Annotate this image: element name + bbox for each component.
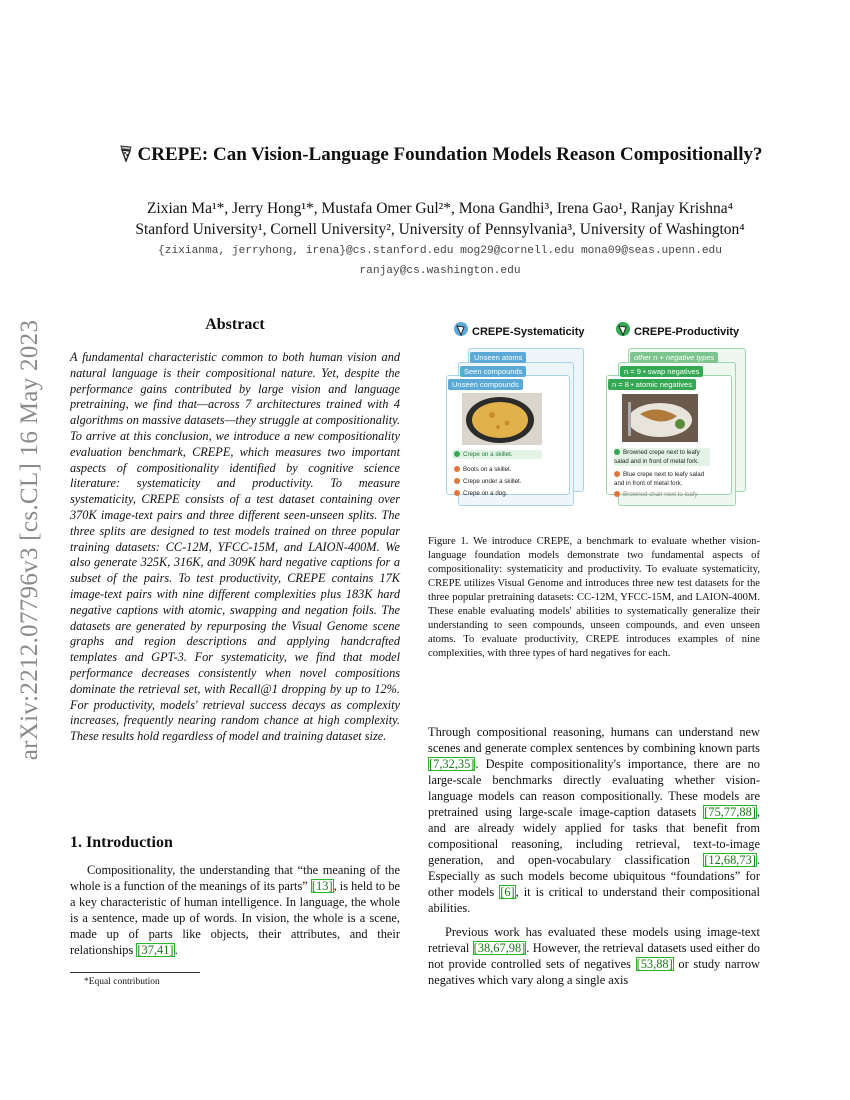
emails-line-1: {zixianma, jerryhong, irena}@cs.stanford.edu mog29@cornell.edu mona09@seas.upenn.edu xyxy=(158,245,722,257)
productivity-negative-1: Blue crepe next to leafy salad and in front of metal fork. xyxy=(614,471,705,487)
citation-link[interactable]: [7,32,35] xyxy=(429,757,475,771)
figure-1 xyxy=(428,318,760,518)
footnote: *Equal contribution xyxy=(84,977,160,987)
citation-link[interactable]: [6] xyxy=(500,885,515,899)
systematicity-negative-1: Boots on a skillet. xyxy=(454,465,512,474)
authors-line: Zixian Ma¹*, Jerry Hong¹*, Mustafa Omer Gul²*, Mona Gandhi³, Irena Gao¹, Ranjay Krishna⁴ xyxy=(146,200,734,217)
emails-line-2: ranjay@cs.washington.edu xyxy=(359,265,521,277)
citation-link[interactable]: [12,68,73] xyxy=(704,853,756,867)
systematicity-negative-2: Crepe under a skillet. xyxy=(454,477,521,486)
citation-link[interactable]: [38,67,98] xyxy=(473,941,526,955)
productivity-title: CREPE-Productivity xyxy=(634,326,740,338)
systematicity-positive-caption: Crepe on a skillet. xyxy=(454,450,513,459)
citation-link[interactable]: [13] xyxy=(311,879,333,893)
tag-n8: n = 8 • atomic negatives xyxy=(608,379,696,390)
body-paragraph-1: Through compositional reasoning, humans can understand new scenes and generate complex sentences by combining known parts [7,32,35]. Despite compositionality's importance, there are no large-scale benchmarks directly evaluating whether vision-language models can reason compositionally. These models are pretrained using large-scale image-caption datasets [75,77,88], and are already widely applied for tasks that benefit from compositional reasoning, including retrieval, text-to-image generation, and open-vocabulary classification [12,68,73]. Especially as such models become ubiquitous “foundations” for other models [6], it is critical to understand their compositional abilities. xyxy=(428,725,760,915)
systematicity-badge-icon xyxy=(452,320,470,343)
citation-link[interactable]: [53,88] xyxy=(636,957,673,971)
intro-paragraph: Compositionality, the understanding that “the meaning of the whole is a function of the meanings of its parts” [13], is held to be a key characteristic of human intelligence. In language, the whole is a sentence, made up of words. In vision, the whole is a scene, made up of parts like objects, their attributes, and their relationships [37,41]. xyxy=(70,863,401,957)
crepe-logo-icon xyxy=(118,144,134,168)
crepe-skillet-image xyxy=(462,393,542,450)
body-paragraph-2: Previous work has evaluated these models using image-text retrieval [38,67,98]. However, the retrieval datasets used either do not provide controlled sets of negatives [53,88] or study narrow negatives which vary along a single axis xyxy=(428,925,761,987)
author-block xyxy=(60,198,820,240)
citation-link[interactable]: [75,77,88] xyxy=(704,805,756,819)
tag-seen-compounds: Seen compounds xyxy=(460,366,526,377)
crepe-salad-image xyxy=(622,394,698,447)
abstract-text: A fundamental characteristic common to both human vision and natural language is their compositional nature. Yet, despite the performance gains contributed by large vision and language pretraining, we find that—across 7 architectures trained with 4 algorithms on massive datasets—they struggle at compositionality. To arrive at this conclusion, we introduce a new compositionality evaluation benchmark, CREPE, which measures two important aspects of compositionality identified by cognitive science literature: systematicity and productivity. To measure systematicity, CREPE consists of a test dataset containing over 370K image-text pairs and three different seen-unseen splits. The three splits are designed to test models trained on three popular training datasets: CC-12M, YFCC-15M, and LAION-400M. We also generate 325K, 316K, and 309K hard negative captions for a subset of the pairs. To test productivity, CREPE contains 17K image-text pairs with nine different complexities plus 183K hard negative captions with atomic, swapping and negation foils. The datasets are generated by repurposing the Visual Genome scene graphs and region descriptions and applying handcrafted templates and GPT-3. For systematicity, we find that model performance decreases consistently when novel compositions dominate the retrieval set, with Recall@1 dropping by up to 12%. For productivity, models' retrieval success decays as complexity increases, frequently nearing random chance at high complexity. These results hold regardless of model and training dataset size. xyxy=(70,350,400,744)
systematicity-title: CREPE-Systematicity xyxy=(472,326,585,338)
citation-link[interactable]: [37,41] xyxy=(137,943,174,957)
email-block xyxy=(60,241,820,281)
tag-other-n: other n + negative types xyxy=(630,352,718,363)
tag-unseen-atoms: Unseen atoms xyxy=(470,352,526,363)
affiliations-line: Stanford University¹, Cornell University², University of Pennsylvania³, University of Washington⁴ xyxy=(135,221,745,238)
abstract-heading: Abstract xyxy=(205,316,265,333)
tag-n9: n = 9 • swap negatives xyxy=(620,366,703,377)
tag-unseen-compounds: Unseen compounds xyxy=(448,379,523,390)
systematicity-negative-3: Crepe on a dog. xyxy=(454,489,507,498)
arxiv-identifier: arXiv:2212.07796v3 [cs.CL] 16 May 2023 xyxy=(16,319,43,761)
productivity-negative-2: Browned chair next to leafy xyxy=(614,490,698,499)
footnote-rule xyxy=(70,972,200,973)
introduction-heading: 1. Introduction xyxy=(70,834,173,851)
figure-caption: Figure 1. We introduce CREPE, a benchmark to evaluate whether vision-language foundation models demonstrate two fundamental aspects of compositionality: systematicity and productivity. To evaluate systematicity, CREPE utilizes Visual Genome and introduces three new test datasets for the three popular pretraining datasets: CC-12M, YFCC-15M, and LAION-400M. These enable evaluating models' abilities to systematically generalize their understanding to seen compounds, unseen compounds, and even unseen atoms. To evaluate productivity, CREPE introduces examples of nine complexities, with three types of hard negatives for each. xyxy=(428,536,760,659)
productivity-badge-icon xyxy=(614,320,632,343)
paper-title: CREPE: Can Vision-Language Foundation Models Reason Compositionally? xyxy=(60,144,820,168)
productivity-positive-caption: Browned crepe next to leafy salad and in front of metal fork. xyxy=(614,449,700,465)
